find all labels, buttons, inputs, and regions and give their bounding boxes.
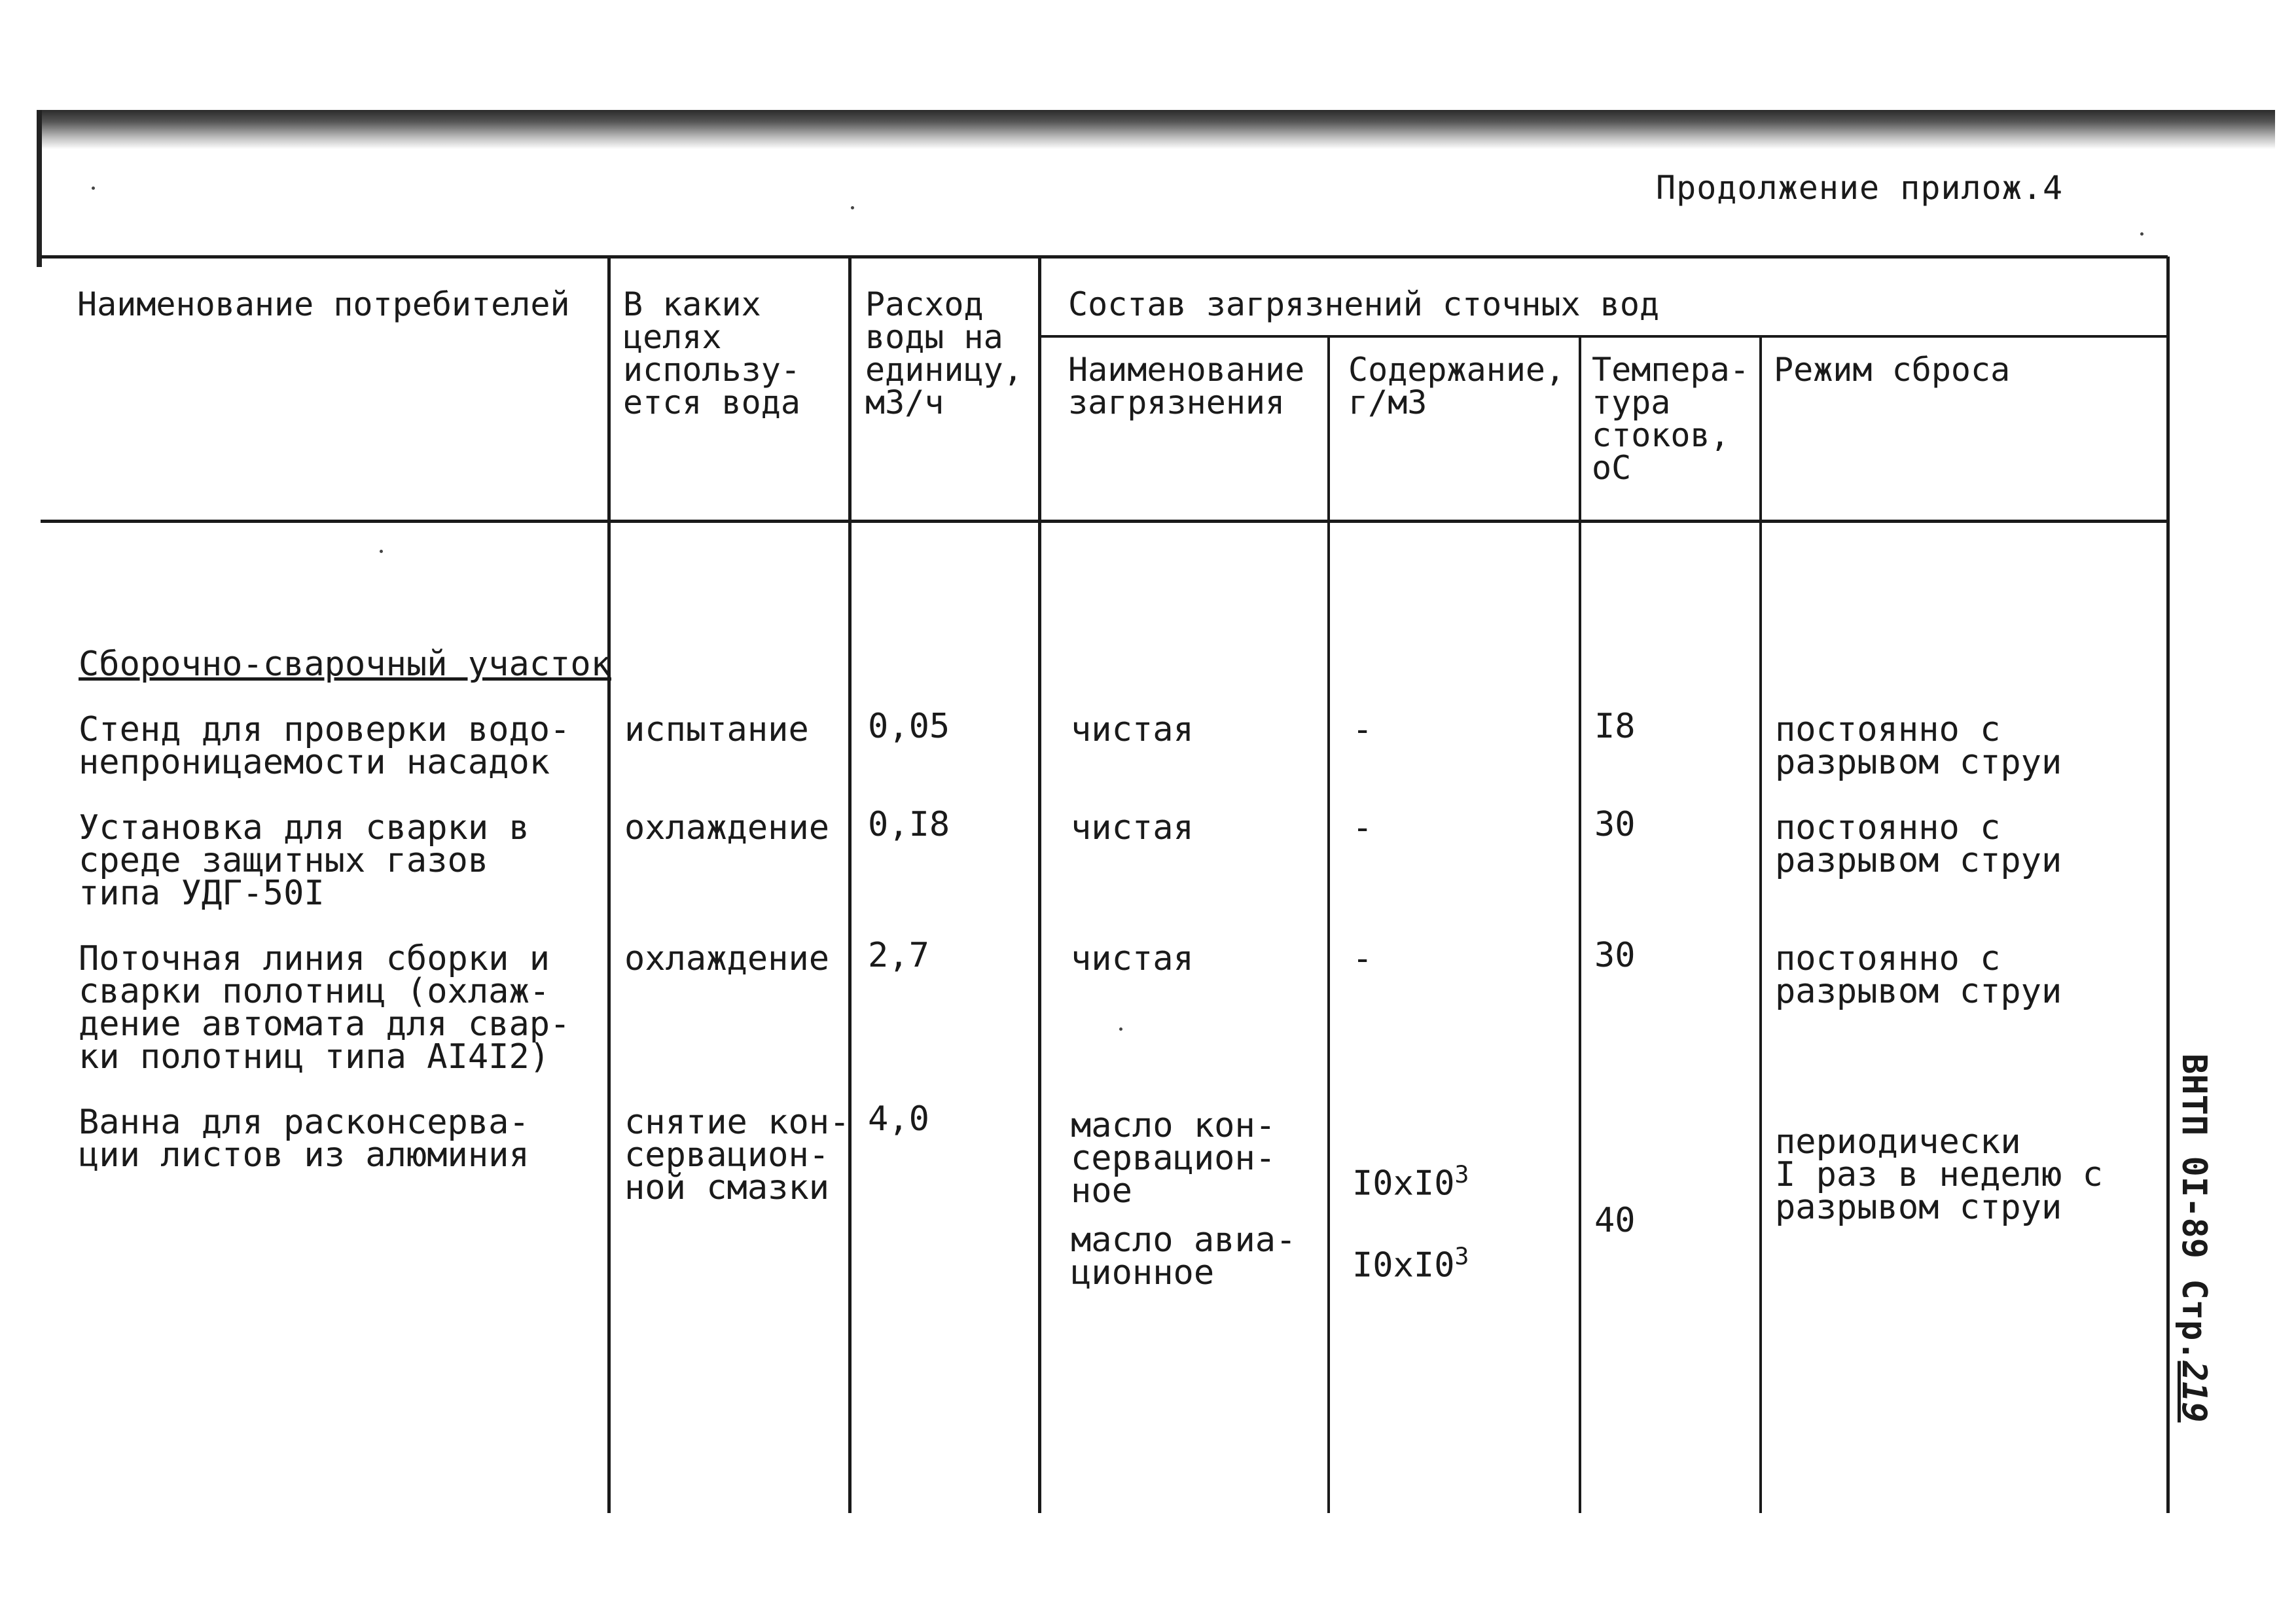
document-code: ВНТП 0I-89 Стр. xyxy=(2174,1054,2214,1361)
scan-shadow-top xyxy=(37,110,2275,149)
row1-temperature: I8 xyxy=(1594,707,1636,746)
row1-discharge: постоянно с разрывом струи xyxy=(1775,710,2062,782)
row1-consumer: Стенд для проверки водо- непроницаемости насадок xyxy=(79,710,571,782)
row4-discharge: периодически I раз в неделю с разрывом струи xyxy=(1775,1122,2103,1227)
col-divider-flow xyxy=(848,257,852,1513)
header-flow: Расход воды на единицу, м3/ч xyxy=(865,285,1023,421)
row1-pollutant: чистая xyxy=(1071,710,1194,749)
row3-temperature: 30 xyxy=(1594,936,1636,975)
section-title: Сборочно-сварочный участок xyxy=(79,645,611,684)
page-number: 219 xyxy=(2174,1361,2214,1423)
scan-speck xyxy=(380,550,383,553)
row4-content-2-base: I0xI0 xyxy=(1352,1245,1455,1285)
row4-content-1-base: I0xI0 xyxy=(1352,1164,1455,1204)
row4-content-1-exponent: 3 xyxy=(1454,1160,1469,1188)
scan-speck xyxy=(851,206,854,209)
col-divider-content xyxy=(1327,336,1330,1513)
document-reference xyxy=(2174,1054,2214,1423)
row1-flow: 0,05 xyxy=(868,707,950,746)
header-content: Содержание, г/м3 xyxy=(1348,351,1566,421)
row3-purpose: охлаждение xyxy=(624,939,830,978)
table-top-border xyxy=(41,255,2168,259)
row4-pollutant-2: масло авиа- ционное xyxy=(1071,1221,1297,1293)
row2-pollutant: чистая xyxy=(1071,808,1194,847)
continuation-note: Продолжение прилож.4 xyxy=(1656,169,2064,207)
scan-speck xyxy=(92,187,95,190)
row2-content: - xyxy=(1352,808,1373,847)
header-pollutant: Наименование загрязнения xyxy=(1068,351,1305,421)
row2-consumer: Установка для сварки в среде защитных газов типа УДГ-50I xyxy=(79,808,529,913)
row4-content-2 xyxy=(1352,1240,1469,1285)
row3-discharge: постоянно с разрывом струи xyxy=(1775,939,2062,1011)
row4-consumer: Ванна для расконсерва- ции листов из алюминия xyxy=(79,1103,529,1175)
row3-content: - xyxy=(1352,939,1373,978)
header-consumer: Наименование потребителей xyxy=(77,285,570,323)
subheader-divider xyxy=(1039,335,2168,338)
row2-flow: 0,I8 xyxy=(868,805,950,844)
scan-speck xyxy=(2140,232,2144,236)
row1-content: - xyxy=(1352,710,1373,749)
row4-pollutant-1: масло кон- сервацион- ное xyxy=(1071,1106,1276,1211)
row2-temperature: 30 xyxy=(1594,805,1636,844)
row2-discharge: постоянно с разрывом струи xyxy=(1775,808,2062,880)
scan-shadow-left xyxy=(37,110,42,267)
col-divider-composition xyxy=(1038,257,1041,1513)
col-divider-purpose xyxy=(607,257,611,1513)
row1-purpose: испытание xyxy=(624,710,809,749)
header-temperature: Темпера- тура стоков, oC xyxy=(1592,351,1749,487)
row4-content-1 xyxy=(1352,1158,1469,1204)
header-bottom-border xyxy=(41,520,2168,523)
row4-flow: 4,0 xyxy=(868,1099,929,1139)
scan-speck xyxy=(1119,1027,1122,1031)
header-discharge: Режим сброса xyxy=(1774,351,2011,389)
row4-purpose: снятие кон- сервацион- ной смазки xyxy=(624,1103,850,1207)
header-purpose: В каких целях использу- ется вода xyxy=(623,285,800,421)
row2-purpose: охлаждение xyxy=(624,808,830,847)
header-composition-group: Состав загрязнений сточных вод xyxy=(1068,285,1660,323)
row3-consumer: Поточная линия сборки и сварки полотниц (охлаж- дение автомата для свар- ки полотниц типа АI4I2) xyxy=(79,939,571,1077)
row4-content-2-exponent: 3 xyxy=(1454,1242,1469,1270)
col-divider-temperature xyxy=(1579,336,1581,1513)
row3-flow: 2,7 xyxy=(868,936,929,975)
col-divider-discharge xyxy=(1759,336,1762,1513)
table-right-border xyxy=(2166,257,2170,1513)
row4-temperature: 40 xyxy=(1594,1201,1636,1240)
row3-pollutant: чистая xyxy=(1071,939,1194,978)
